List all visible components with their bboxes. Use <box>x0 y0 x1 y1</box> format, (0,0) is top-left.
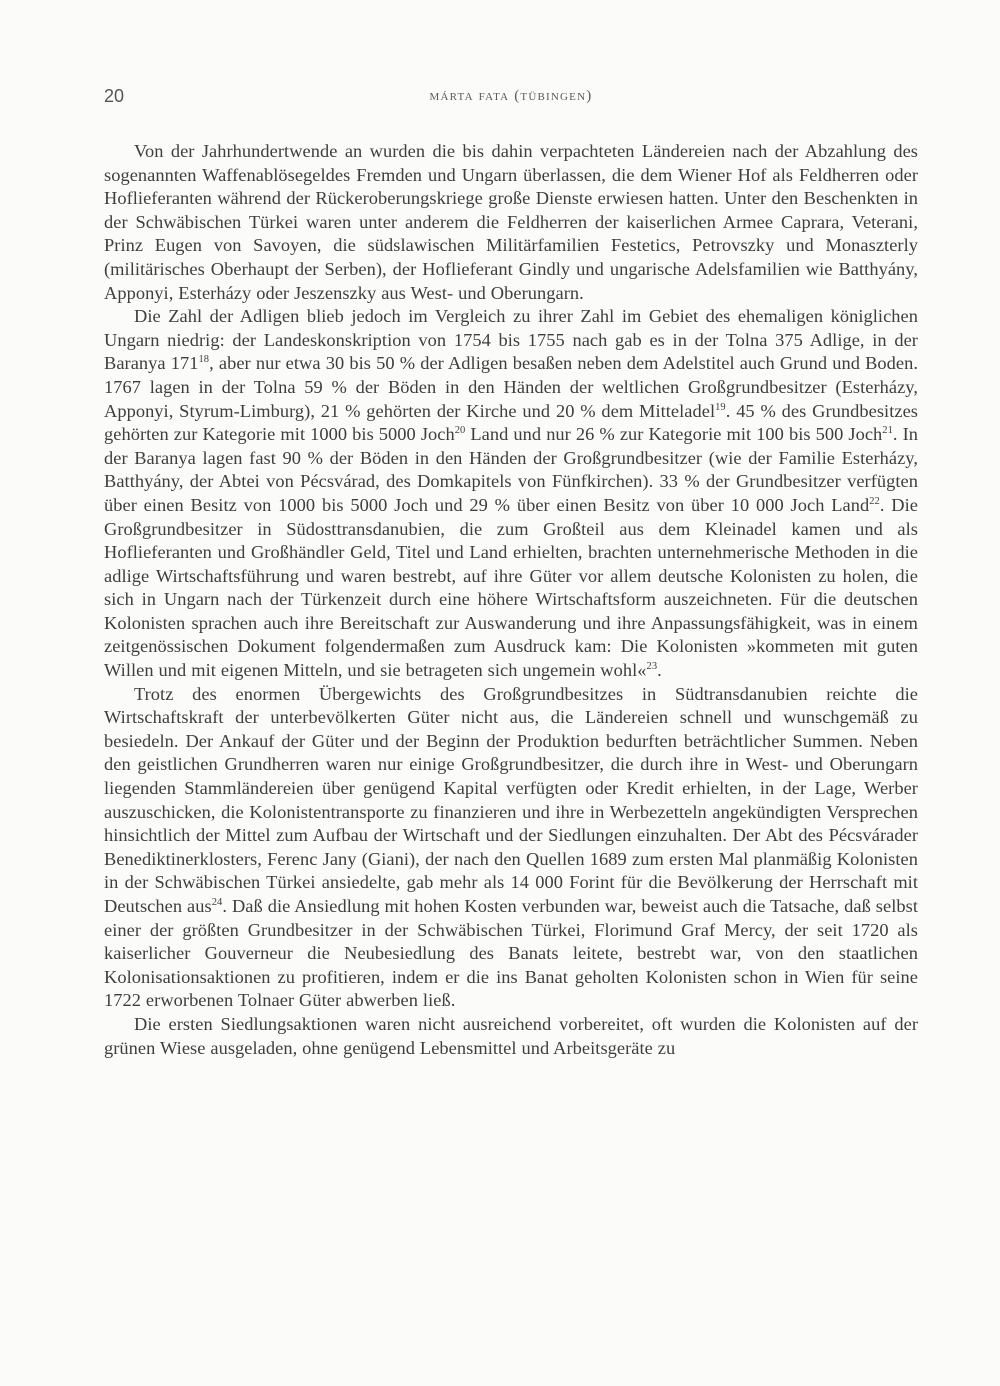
paragraph-text: Die ersten Siedlungsaktionen waren nicht ausreichend vorbereitet, oft wurden die Kolonisten auf der grünen Wiese ausgeladen, ohne genügend Lebensmittel und Arbeitsgeräte zu <box>104 1013 918 1058</box>
book-page <box>104 86 918 1366</box>
paragraph-text: Land und nur 26 % zur Kategorie mit 100 bis 500 Joch <box>465 424 883 445</box>
paragraph <box>104 1013 918 1060</box>
paragraph-text: , aber nur etwa 30 bis 50 % der Adligen besaßen neben dem Adelstitel auch Grund und Boden. 1767 lagen in der Tolna 59 % der Böden in den Händen der weltlichen Großgrundbesitzer (Esterházy, Apponyi, Styrum-Limburg), 21 % gehörten der Kirche und 20 % dem Mitteladel <box>104 353 918 421</box>
paragraph-text: . Die Großgrundbesitzer in Südosttransdanubien, die zum Großteil aus dem Kleinadel kamen und als Hoflieferanten und Großhändler Geld, Titel und Land erhielten, brachten unternehmerische Methoden in die adlige Wirtschaftsführung und waren bestrebt, auf ihre Güter vor allem deutsche Kolonisten zu holen, die sich in Ungarn nach der Türkenzeit durch eine höhere Wirtschaftsform auszeichneten. Für die deutschen Kolonisten sprachen auch ihre Bereitschaft zur Auswanderung und ihre Anpassungsfähigkeit, was in einem zeitgenössischen Dokument folgendermaßen zum Ausdruck kam: Die Kolonisten »kommeten mit guten Willen und mit eigenen Mitteln, und sie betrageten sich ungemein wohl« <box>104 494 918 681</box>
footnote-ref: 21 <box>882 425 893 436</box>
footnote-ref: 24 <box>211 896 223 908</box>
footnote-ref: 20 <box>454 425 466 436</box>
paragraph <box>104 305 918 683</box>
footnote-ref: 19 <box>715 401 726 413</box>
footnote-ref: 23 <box>646 660 658 672</box>
running-title: márta fata (tübingen) <box>429 88 593 104</box>
paragraph-text: Die Zahl der Adligen blieb jedoch im Vergleich zu ihrer Zahl im Gebiet des ehemaligen königlichen Ungarn niedrig: der Landeskonskription von 1754 bis 1755 nach gab es in der Tolna 375 Adlige, in der Baranya 171 <box>104 306 918 374</box>
page-number: 20 <box>104 86 125 106</box>
footnote-ref: 18 <box>198 354 210 366</box>
paragraph-text: Von der Jahrhundertwende an wurden die bis dahin verpachteten Ländereien nach der Abzahlung des sogenannten Waffenablösegeldes Fremden und Ungarn überlassen, die dem Wiener Hof als Feldherren oder Hoflieferanten während der Rückeroberungskriege große Dienste erwiesen hatten. Unter den Beschenkten in der Schwäbischen Türkei waren unter anderem die Feldherren der kaiserlichen Armee Caprara, Veterani, Prinz Eugen von Savoyen, die südslawischen Militärfamilien Festetics, Petrovszky und Monaszterly (militärisches Oberhaupt der Serben), der Hoflieferant Gindly und ungarische Adelsfamilien wie Batthyány, Apponyi, Esterházy oder Jeszenszky aus West- und Oberungarn. <box>104 141 918 303</box>
paragraph <box>104 140 918 305</box>
paragraph-text: . <box>657 660 662 681</box>
paragraph-text: Trotz des enormen Übergewichts des Großgrundbesitzes in Südtransdanubien reichte die Wirtschaftskraft der unterbevölkerten Güter nicht aus, die Ländereien schnell und wunschgemäß zu besiedeln. Der Ankauf der Güter und der Beginn der Produktion bedurften beträchtlicher Summen. Neben den geistlichen Grundherren waren nur einige Großgrundbesitzer, die durch ihre in West- und Oberungarn liegenden Stammländereien über genügend Kapital verfügten oder Kredit erhielten, in der Lage, Werber auszuschicken, die Kolonistentransporte zu finanzieren und ihre in Werbezetteln angekündigten Versprechen hinsichtlich der Mittel zum Aufbau der Wirtschaft und der Siedlungen einzuhalten. Der Abt des Pécsvárader Benediktinerklosters, Ferenc Jany (Giani), der nach den Quellen 1689 zum ersten Mal planmäßig Kolonisten in der Schwäbischen Türkei ansiedelte, gab mehr als 14 000 Forint für die Bevölkerung der Herrschaft mit Deutschen aus <box>104 683 918 916</box>
paragraph-text: . In der Baranya lagen fast 90 % der Böden in den Händen der Großgrundbesitzer (wie der Familie Esterházy, Batthyány, der Abtei von Pécsvárad, des Domkapitels von Fünfkirchen). 33 % der Grundbesitzer verfügten über einen Besitz von 1000 bis 5000 Joch und 29 % über einen Besitz von über 10 000 Joch Land <box>104 424 919 515</box>
running-header <box>104 86 918 116</box>
footnote-ref: 22 <box>869 495 880 507</box>
paragraph-text: . 45 % des Grundbesitzes gehörten zur Kategorie mit 1000 bis 5000 Joch <box>104 400 918 445</box>
body-text <box>104 140 918 1060</box>
paragraph-text: . Daß die Ansiedlung mit hohen Kosten verbunden war, beweist auch die Tatsache, daß selbst einer der größten Grundbesitzer in der Schwäbischen Türkei, Florimund Graf Mercy, der seit 1720 als kaiserlicher Gouverneur die Neubesiedlung des Banats leitete, bestrebt war, von den staatlichen Kolonisationsaktionen zu profitieren, indem er die ins Banat geholten Kolonisten schon in Wien für seine 1722 erworbenen Tolnaer Güter abwerben ließ. <box>104 896 918 1011</box>
paragraph <box>104 683 918 1013</box>
